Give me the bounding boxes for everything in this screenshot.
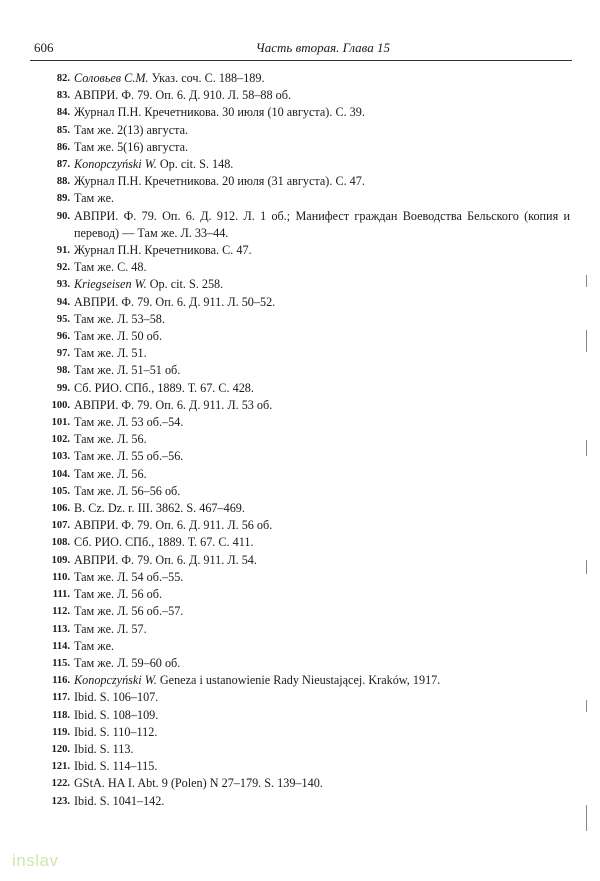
endnote-text <box>74 139 570 156</box>
endnote-text <box>74 397 570 414</box>
endnote-number: 90. <box>56 210 70 222</box>
endnote-citation: АВПРИ. Ф. 79. Оп. 6. Д. 912. Л. 1 об.; Манифест граждан Воеводства Бельского (копия и перевод) — Там же. Л. 33–44. <box>74 208 570 240</box>
endnote-citation: Ibid. S. 113. <box>74 741 134 756</box>
endnote-citation: Ibid. S. 108–109. <box>74 707 159 722</box>
endnote-number: 114. <box>52 640 70 652</box>
endnote-citation: АВПРИ. Ф. 79. Оп. 6. Д. 911. Л. 50–52. <box>74 294 276 309</box>
endnote-citation: АВПРИ. Ф. 79. Оп. 6. Д. 910. Л. 58–88 об. <box>74 88 292 103</box>
endnote-number: 99. <box>56 382 70 394</box>
endnote-author: Konopczyński W. <box>74 157 157 172</box>
endnote-number: 107. <box>51 520 70 532</box>
endnote <box>40 259 570 276</box>
endnote-number: 100. <box>51 399 70 411</box>
endnote-text <box>74 242 570 259</box>
endnote-citation: Там же. С. 48. <box>74 260 147 275</box>
endnote-number: 121. <box>51 761 70 773</box>
endnote-text <box>74 724 570 741</box>
endnote-text <box>74 345 570 362</box>
endnote-citation: Ibid. S. 106–107. <box>74 690 159 705</box>
endnote-number: 108. <box>51 537 70 549</box>
endnote-number: 120. <box>51 743 70 755</box>
endnote-text <box>74 431 570 448</box>
endnote <box>40 638 570 655</box>
endnote <box>40 380 570 397</box>
endnote-citation: АВПРИ. Ф. 79. Оп. 6. Д. 911. Л. 54. <box>74 552 257 567</box>
endnote-text <box>74 483 570 500</box>
endnote-citation: Там же. Л. 59–60 об. <box>74 655 181 670</box>
endnote-number: 104. <box>51 468 70 480</box>
endnote-number: 88. <box>56 176 70 188</box>
endnote-number: 92. <box>56 262 70 274</box>
endnote <box>40 122 570 139</box>
endnote-number: 103. <box>51 451 70 463</box>
endnote-text <box>74 414 570 431</box>
page-number: 606 <box>34 40 54 55</box>
endnote <box>40 311 570 328</box>
endnote-number: 87. <box>56 159 70 171</box>
endnote <box>40 655 570 672</box>
endnote-text <box>74 362 570 379</box>
endnote-citation: Там же. Л. 56. <box>74 432 147 447</box>
endnote-text <box>74 793 570 810</box>
endnote-number: 119. <box>52 726 70 738</box>
endnote-citation: Там же. Л. 56. <box>74 466 147 481</box>
endnote-citation: Там же. Л. 55 об.–56. <box>74 449 184 464</box>
endnote-citation: Там же. 2(13) августа. <box>74 122 189 137</box>
endnote-citation: Там же. Л. 56 об.–57. <box>74 604 184 619</box>
endnote-author: Соловьев С.М. <box>74 71 149 85</box>
endnote-text <box>74 534 570 551</box>
endnote-citation: Там же. Л. 51–51 об. <box>74 363 181 378</box>
endnote-author: Kriegseisen W. <box>74 277 147 292</box>
endnote-text <box>74 156 570 173</box>
endnote <box>40 87 570 104</box>
endnote <box>40 466 570 483</box>
endnote-citation: GStA. HA I. Abt. 9 (Polen) N 27–179. S. 139–140. <box>74 776 323 791</box>
endnote <box>40 70 570 87</box>
endnote-number: 97. <box>56 348 70 360</box>
endnote-number: 94. <box>56 296 70 308</box>
endnote <box>40 156 570 173</box>
endnote-citation: Сб. РИО. СПб., 1889. Т. 67. С. 411. <box>74 535 254 550</box>
endnote-citation: АВПРИ. Ф. 79. Оп. 6. Д. 911. Л. 53 об. <box>74 397 273 412</box>
endnote-text <box>74 517 570 534</box>
endnote-text <box>74 569 570 586</box>
endnote <box>40 104 570 121</box>
endnote-text <box>74 173 570 190</box>
page-header <box>34 40 570 58</box>
endnote-text <box>74 655 570 672</box>
endnote-text <box>74 689 570 706</box>
endnote <box>40 294 570 311</box>
endnote <box>40 431 570 448</box>
endnote-citation: Там же. Л. 51. <box>74 346 147 361</box>
endnote-text <box>74 758 570 775</box>
endnote-citation: Там же. Л. 56 об. <box>74 587 163 602</box>
header-rule <box>30 60 572 61</box>
endnote-number: 112. <box>52 606 70 618</box>
endnote-number: 95. <box>56 313 70 325</box>
endnote-citation: Там же. <box>74 638 115 653</box>
endnote-number: 113. <box>52 623 70 635</box>
endnote-number: 111. <box>52 589 70 601</box>
endnote-citation: Ibid. S. 110–112. <box>74 724 158 739</box>
endnote-citation: Там же. Л. 53 об.–54. <box>74 415 184 430</box>
endnote-text <box>74 603 570 620</box>
endnote-number: 102. <box>51 434 70 446</box>
endnote-text <box>74 328 570 345</box>
endnote-number: 115. <box>52 657 70 669</box>
endnote-citation: Журнал П.Н. Кречетникова. 30 июля (10 августа). С. 39. <box>74 105 365 120</box>
scan-margin-marks <box>586 0 588 881</box>
endnote-text <box>74 552 570 569</box>
endnote <box>40 448 570 465</box>
endnote-citation: Там же. Л. 53–58. <box>74 311 165 326</box>
endnote <box>40 328 570 345</box>
endnote <box>40 672 570 689</box>
endnote <box>40 345 570 362</box>
endnote <box>40 741 570 758</box>
endnote <box>40 242 570 259</box>
endnote-text <box>74 294 570 311</box>
endnote-text <box>74 70 570 87</box>
endnote-citation: Журнал П.Н. Кречетникова. С. 47. <box>74 243 252 258</box>
endnote-number: 84. <box>56 107 70 119</box>
endnote <box>40 500 570 517</box>
endnote-number: 117. <box>52 692 70 704</box>
endnote-citation: Op. cit. S. 148. <box>156 157 234 172</box>
endnote-number: 86. <box>56 141 70 153</box>
endnote-citation: Op. cit. S. 258. <box>146 277 224 292</box>
endnote-citation: B. Cz. Dz. r. III. 3862. S. 467–469. <box>74 501 245 516</box>
endnotes-list <box>40 70 570 810</box>
endnote-text <box>74 672 570 689</box>
endnote-text <box>74 707 570 724</box>
endnote-citation: Там же. Л. 54 об.–55. <box>74 569 184 584</box>
endnote <box>40 276 570 293</box>
endnote-citation: Geneza i ustanowienie Rady Nieustającej. Kraków, 1917. <box>156 673 441 688</box>
endnote-number: 96. <box>56 331 70 343</box>
endnote-number: 82. <box>56 73 70 84</box>
endnote <box>40 208 570 242</box>
endnote-text <box>74 741 570 758</box>
endnote <box>40 758 570 775</box>
endnote-citation: Там же. Л. 57. <box>74 621 147 636</box>
endnote <box>40 139 570 156</box>
endnote <box>40 793 570 810</box>
endnote <box>40 586 570 603</box>
watermark: inslav <box>12 851 59 870</box>
endnote-number: 105. <box>51 485 70 497</box>
endnote-text <box>74 87 570 104</box>
endnote-text <box>74 122 570 139</box>
endnote <box>40 190 570 207</box>
endnote-citation: Там же. 5(16) августа. <box>74 139 189 154</box>
endnote-number: 91. <box>56 245 70 257</box>
endnote-text <box>74 190 570 207</box>
endnote-text <box>74 621 570 638</box>
endnote-citation: АВПРИ. Ф. 79. Оп. 6. Д. 911. Л. 56 об. <box>74 518 273 533</box>
endnote-text <box>74 311 570 328</box>
running-head: Часть вторая. Глава 15 <box>255 40 390 55</box>
endnote <box>40 724 570 741</box>
endnote-citation: Журнал П.Н. Кречетникова. 20 июля (31 августа). С. 47. <box>74 174 365 189</box>
endnote <box>40 483 570 500</box>
endnote-text <box>74 638 570 655</box>
endnote-number: 98. <box>56 365 70 377</box>
endnote <box>40 517 570 534</box>
endnote-citation: Там же. Л. 50 об. <box>74 329 163 344</box>
endnote-text <box>74 586 570 603</box>
endnote-text <box>74 500 570 517</box>
endnote-text <box>74 104 570 121</box>
endnote-author: Konopczyński W. <box>74 673 157 688</box>
endnote-text <box>74 208 570 242</box>
endnote-number: 106. <box>51 503 70 515</box>
endnote-text <box>74 259 570 276</box>
endnote-citation: Ibid. S. 1041–142. <box>74 793 165 808</box>
endnote <box>40 603 570 620</box>
endnote-number: 83. <box>56 90 70 102</box>
endnote <box>40 362 570 379</box>
endnote-number: 110. <box>52 571 70 583</box>
endnote-number: 93. <box>56 279 70 291</box>
endnote <box>40 397 570 414</box>
endnote <box>40 569 570 586</box>
endnote-number: 122. <box>51 778 70 790</box>
endnote-number: 85. <box>56 124 70 136</box>
endnote <box>40 689 570 706</box>
endnote-citation: Сб. РИО. СПб., 1889. Т. 67. С. 428. <box>74 380 254 395</box>
endnote-number: 118. <box>52 709 70 721</box>
endnote-number: 89. <box>56 193 70 205</box>
endnote <box>40 621 570 638</box>
endnote-citation: Там же. Л. 56–56 об. <box>74 483 181 498</box>
endnote-number: 123. <box>51 795 70 807</box>
endnote-citation: Там же. <box>74 191 115 206</box>
endnote <box>40 414 570 431</box>
endnote-text <box>74 448 570 465</box>
endnote-number: 116. <box>52 675 70 687</box>
endnote <box>40 534 570 551</box>
endnote-text <box>74 276 570 293</box>
endnote-text <box>74 380 570 397</box>
endnote-text <box>74 466 570 483</box>
endnote <box>40 707 570 724</box>
endnote-citation: Ibid. S. 114–115. <box>74 759 158 774</box>
endnote-number: 109. <box>51 554 70 566</box>
endnote-number: 101. <box>51 417 70 429</box>
endnote <box>40 552 570 569</box>
endnote-citation: Указ. соч. С. 188–189. <box>148 71 265 85</box>
endnote-text <box>74 775 570 792</box>
endnote <box>40 173 570 190</box>
endnote <box>40 775 570 792</box>
